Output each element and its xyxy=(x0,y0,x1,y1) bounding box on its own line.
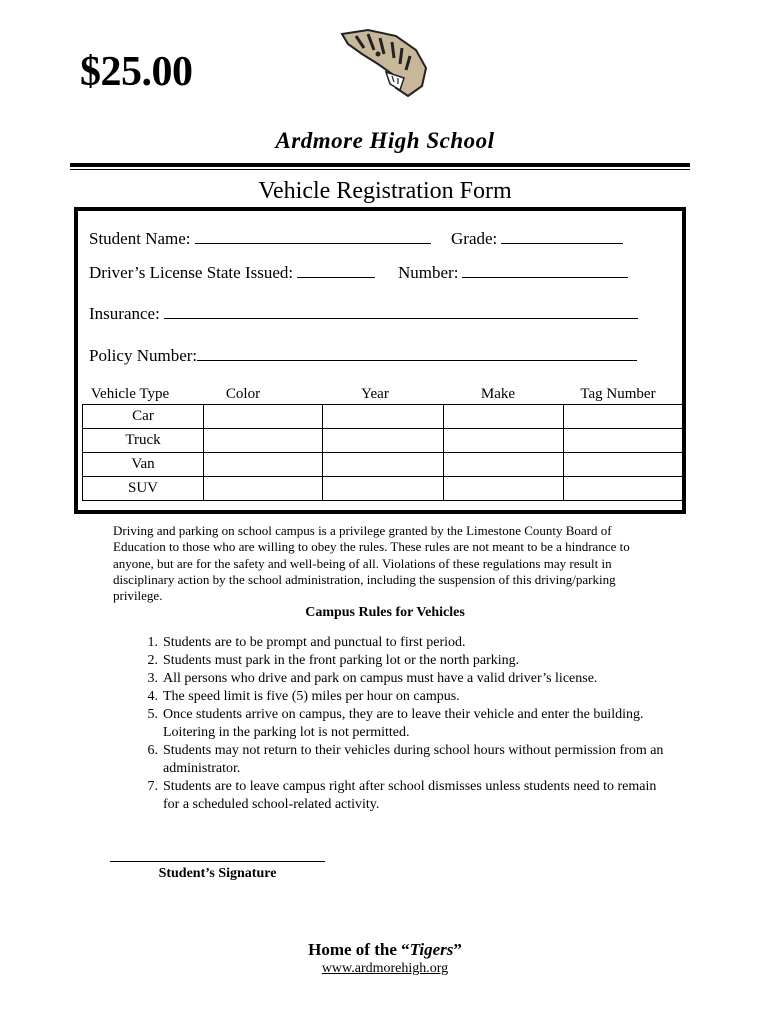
list-item xyxy=(113,742,673,778)
grade-label: Grade: xyxy=(451,229,498,248)
school-name: Ardmore High School xyxy=(275,128,495,153)
policy-number-blank[interactable] xyxy=(197,346,637,361)
rule-text: Students may not return to their vehicles during school hours without permission from an administrator. xyxy=(163,743,664,776)
license-number-label: Number: xyxy=(398,263,459,282)
vehicle-type-cell: Car xyxy=(83,405,204,429)
student-name-label: Student Name: xyxy=(89,229,191,248)
tag-number-cell[interactable] xyxy=(564,429,683,453)
header-color: Color xyxy=(225,386,261,402)
license-state-blank[interactable] xyxy=(297,263,375,278)
table-row xyxy=(83,477,683,501)
rule-text: Students are to be prompt and punctual to first period. xyxy=(163,635,466,650)
form-title: Vehicle Registration Form xyxy=(258,178,512,204)
list-item xyxy=(113,670,673,688)
policy-number-field[interactable] xyxy=(89,346,637,366)
tagline-prefix: Home of the “ xyxy=(308,940,410,959)
rule-number: 2. xyxy=(147,653,158,668)
signature-label: Student’s Signature xyxy=(158,866,277,881)
list-item xyxy=(113,778,673,814)
rule-text: Once students arrive on campus, they are to leave their vehicle and enter the building. Loitering in the parking lot is not permitted. xyxy=(163,707,644,740)
policy-number-label: Policy Number: xyxy=(89,346,198,365)
make-cell[interactable] xyxy=(444,477,564,501)
table-row xyxy=(83,405,683,429)
grade-blank[interactable] xyxy=(501,229,623,244)
website-link[interactable]: www.ardmorehigh.org xyxy=(321,961,449,976)
tagline-mascot: Tigers xyxy=(409,940,454,959)
rule-text: The speed limit is five (5) miles per hour on campus. xyxy=(163,689,460,704)
rule-number: 4. xyxy=(147,689,158,704)
year-cell[interactable] xyxy=(323,405,444,429)
make-cell[interactable] xyxy=(444,453,564,477)
header-divider xyxy=(70,163,690,167)
insurance-field[interactable] xyxy=(89,304,638,324)
make-cell[interactable] xyxy=(444,429,564,453)
rule-number: 1. xyxy=(147,635,158,650)
color-cell[interactable] xyxy=(204,405,323,429)
header-tag-number: Tag Number xyxy=(580,386,656,402)
rule-number: 6. xyxy=(147,743,158,758)
license-number-blank[interactable] xyxy=(462,263,628,278)
insurance-label: Insurance: xyxy=(89,304,160,323)
tiger-head-icon xyxy=(338,28,430,100)
rule-text: All persons who drive and park on campus must have a valid driver’s license. xyxy=(163,671,598,686)
campus-rules-list xyxy=(113,634,673,814)
header-divider-thin xyxy=(70,169,690,170)
header-year: Year xyxy=(361,386,389,402)
tag-number-cell[interactable] xyxy=(564,453,683,477)
color-cell[interactable] xyxy=(204,477,323,501)
header-make: Make xyxy=(480,386,516,402)
grade-field[interactable] xyxy=(451,229,623,249)
campus-rules-title: Campus Rules for Vehicles xyxy=(305,605,465,620)
tagline-suffix: ” xyxy=(453,940,462,959)
year-cell[interactable] xyxy=(323,429,444,453)
vehicle-type-cell: Van xyxy=(83,453,204,477)
rule-text: Students must park in the front parking lot or the north parking. xyxy=(163,653,520,668)
rule-number: 7. xyxy=(147,779,158,794)
list-item xyxy=(113,652,673,670)
list-item xyxy=(113,688,673,706)
insurance-blank[interactable] xyxy=(164,304,638,319)
color-cell[interactable] xyxy=(204,453,323,477)
table-row xyxy=(83,429,683,453)
student-name-field[interactable] xyxy=(89,229,431,249)
signature-line[interactable] xyxy=(110,861,325,862)
policy-paragraph: Driving and parking on school campus is a privilege granted by the Limestone County Board of Education to those who are willing to obey the rules. These rules are not meant to be a hindrance to anyone, but are for the safety and well-being of all. Violations of these regulations may result in disciplinary action by the school administration, including the suspension of this driving/parking privilege. xyxy=(113,523,630,604)
year-cell[interactable] xyxy=(323,453,444,477)
header-vehicle-type: Vehicle Type xyxy=(90,386,170,402)
color-cell[interactable] xyxy=(204,429,323,453)
vehicle-type-cell: Truck xyxy=(83,429,204,453)
footer-tagline xyxy=(0,940,770,960)
rule-number: 5. xyxy=(147,707,158,722)
tag-number-cell[interactable] xyxy=(564,405,683,429)
year-cell[interactable] xyxy=(323,477,444,501)
tag-number-cell[interactable] xyxy=(564,477,683,501)
rule-number: 3. xyxy=(147,671,158,686)
table-row xyxy=(83,453,683,477)
license-state-label: Driver’s License State Issued: xyxy=(89,263,294,282)
vehicle-type-cell: SUV xyxy=(83,477,204,501)
make-cell[interactable] xyxy=(444,405,564,429)
list-item xyxy=(113,634,673,652)
license-state-field[interactable] xyxy=(89,263,375,283)
list-item xyxy=(113,706,673,742)
student-name-blank[interactable] xyxy=(195,229,431,244)
license-number-field[interactable] xyxy=(398,263,628,283)
rule-text: Students are to leave campus right after school dismisses unless students need to remain for a scheduled school-related activity. xyxy=(163,779,657,812)
vehicle-table xyxy=(82,404,683,501)
price: $25.00 xyxy=(80,49,193,95)
